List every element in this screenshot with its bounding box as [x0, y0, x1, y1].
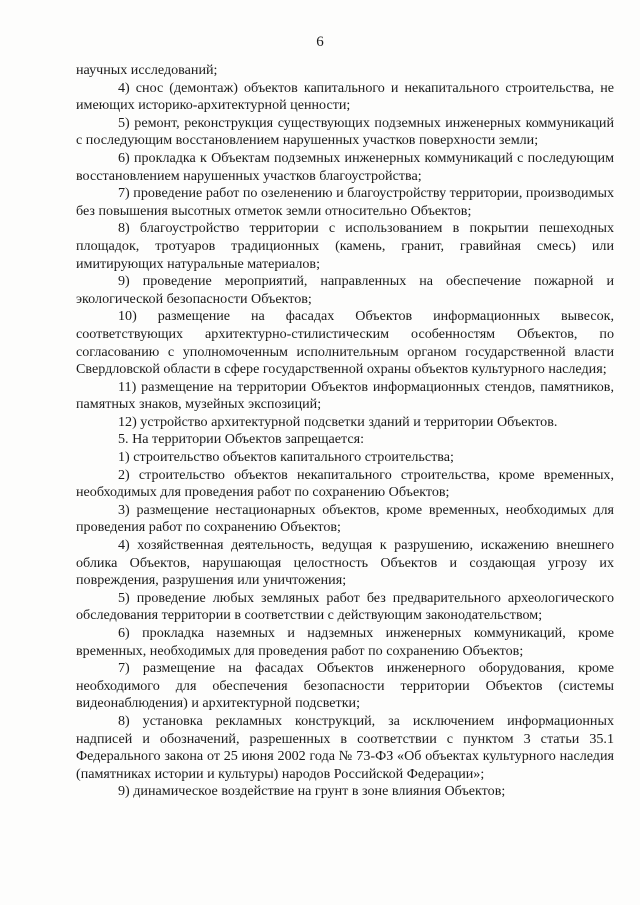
- document-body: [76, 62, 614, 801]
- page-number: 6: [316, 34, 324, 50]
- paragraph: 7) размещение на фасадах Объектов инженерного оборудования, кроме необходимого для обеспечения безопасности территории Объектов (системы видеонаблюдения) и архитектурной подсветки;: [76, 660, 614, 712]
- paragraph: 4) хозяйственная деятельность, ведущая к разрушению, искажению внешнего облика Объектов, нарушающая целостность Объектов и создающая угрозу их повреждения, разрушения или уничтожения;: [76, 537, 614, 589]
- section-heading: 5. На территории Объектов запрещается:: [118, 431, 365, 448]
- paragraph: 12) устройство архитектурной подсветки зданий и территории Объектов.: [118, 413, 558, 430]
- paragraph: 6) прокладка наземных и надземных инженерных коммуникаций, кроме временных, необходимых для проведения работ по сохранению Объектов;: [76, 625, 614, 659]
- paragraph: 8) установка рекламных конструкций, за исключением информационных надписей и обозначений, разрешенных в соответствии с пунктом 3 статьи 35.1 Федерального закона от 25 июня 2002 года № 73-ФЗ «Об объектах культурного наследия (памятниках истории и культуры) народов Российской Федерации»;: [76, 712, 614, 782]
- paragraph: 9) проведение мероприятий, направленных на обеспечение пожарной и экологической безопасности Объектов;: [76, 273, 614, 307]
- paragraph: 6) прокладка к Объектам подземных инженерных коммуникаций с последующим восстановлением нарушенных участков благоустройства;: [76, 149, 614, 184]
- paragraph: 2) строительство объектов некапитального строительства, кроме временных, необходимых для проведения работ по сохранению Объектов;: [76, 466, 614, 501]
- paragraph: 4) снос (демонтаж) объектов капитального и некапитального строительства, не имеющих историко-архитектурной ценности;: [76, 79, 614, 114]
- paragraph: 10) размещение на фасадах Объектов информационных вывесок, соответствующих архитектурно-стилистическим особенностям Объектов, по согласованию с уполномоченным исполнительным органом государственной власти Свердловской области в сфере государственной охраны объектов культурного наследия;: [76, 308, 614, 378]
- paragraph: 7) проведение работ по озеленению и благоустройству территории, производимых без повышения высотных отметок земли относительно Объектов;: [76, 185, 614, 219]
- paragraph: 9) динамическое воздействие на грунт в зоне влияния Объектов;: [118, 783, 506, 800]
- paragraph: 1) строительство объектов капитального строительства;: [118, 449, 454, 466]
- paragraph: научных исследований;: [76, 62, 218, 78]
- paragraph: 5) ремонт, реконструкция существующих подземных инженерных коммуникаций с последующим восстановлением нарушенных участков поверхности земли;: [76, 114, 614, 149]
- paragraph: 11) размещение на территории Объектов информационных стендов, памятников, памятных знаков, музейных экспозиций;: [76, 378, 614, 413]
- paragraph: 8) благоустройство территории с использованием в покрытии пешеходных площадок, тротуаров традиционных (камень, гранит, гравийная смесь) или имитирующих натуральные материалов;: [76, 220, 614, 272]
- paragraph: 5) проведение любых земляных работ без предварительного археологического обследования территории в соответствии с действующим законодательством;: [76, 589, 614, 624]
- paragraph: 3) размещение нестационарных объектов, кроме временных, необходимых для проведения работ по сохранению Объектов;: [76, 501, 614, 536]
